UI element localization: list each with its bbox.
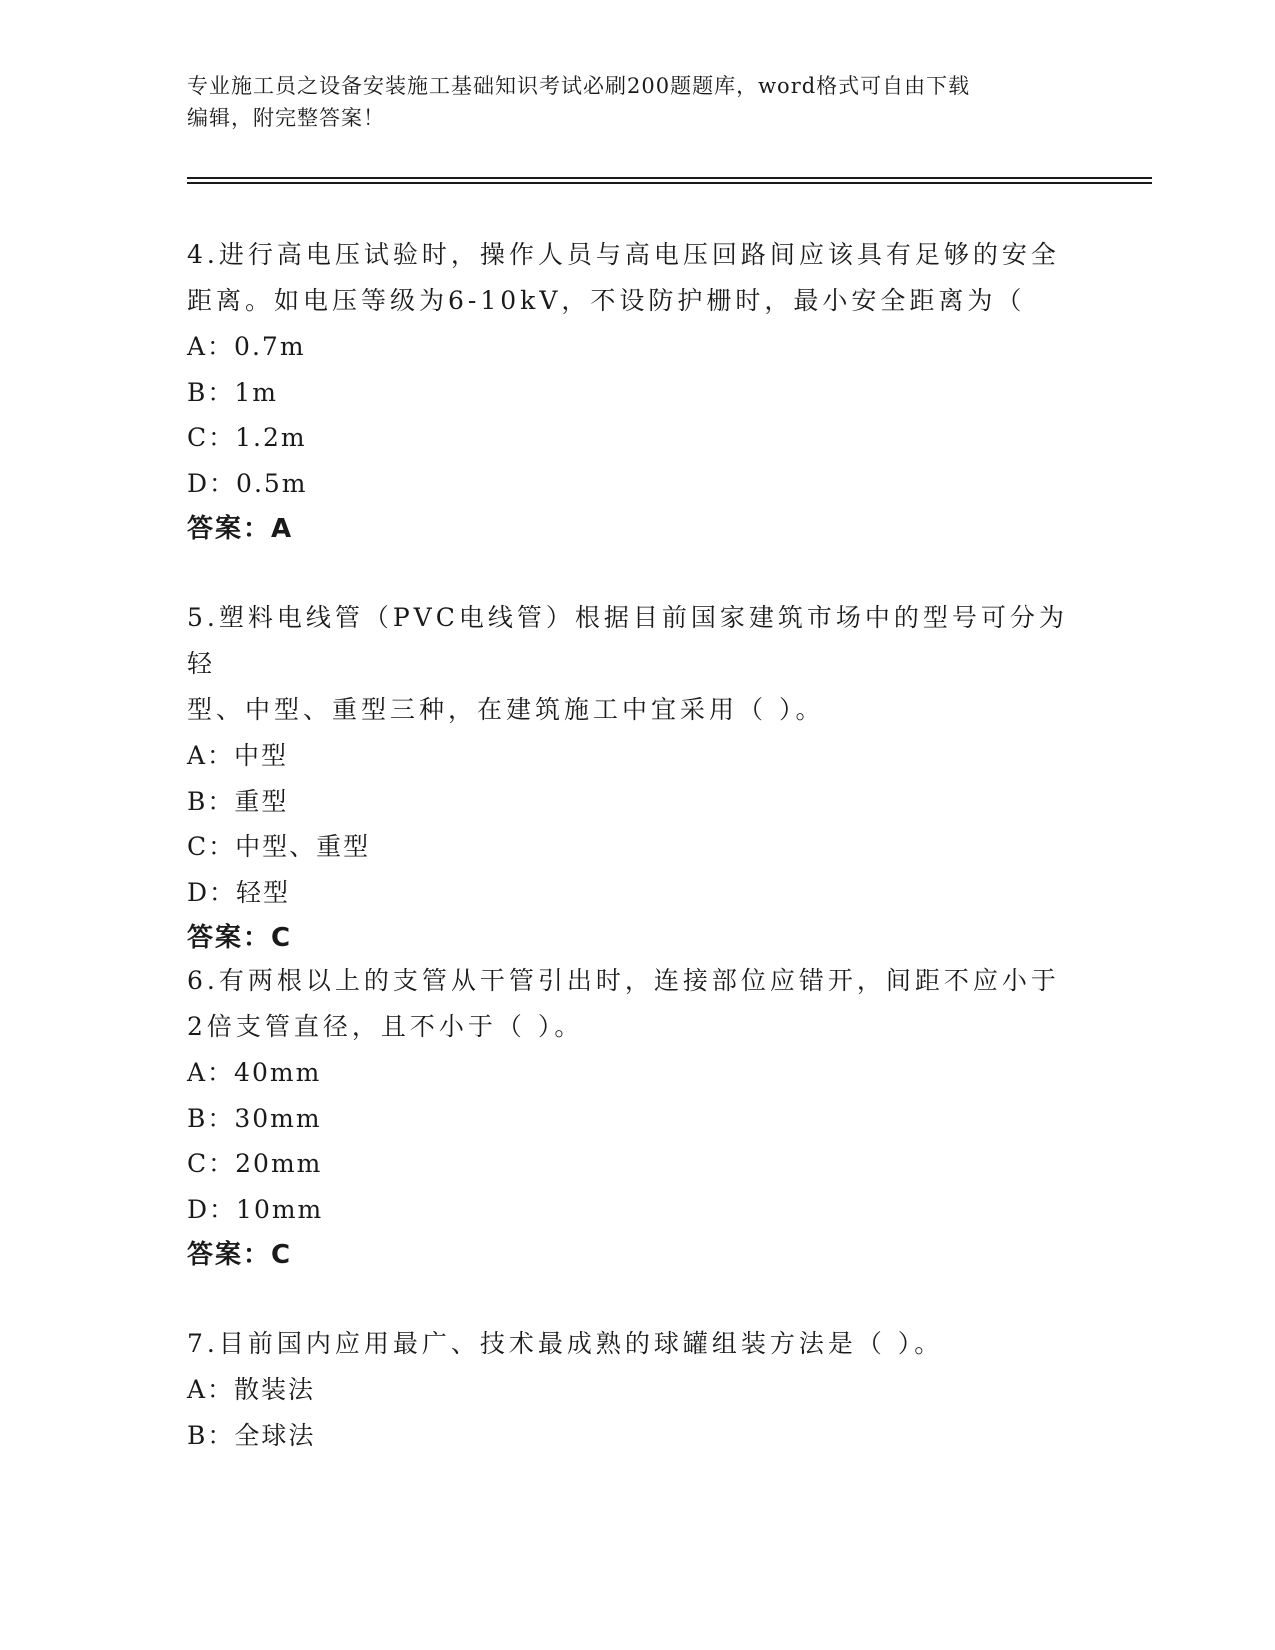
question-text-line: 5.塑料电线管（PVC电线管）根据目前国家建筑市场中的型号可分为轻 xyxy=(187,603,1068,678)
option-b: B：1m xyxy=(187,377,278,407)
option-b: B：30mm xyxy=(187,1103,322,1133)
header-line-1: 专业施工员之设备安装施工基础知识考试必刷200题题库，word格式可自由下载 xyxy=(187,74,971,98)
answer: 答案：C xyxy=(187,923,293,953)
option-d: D：轻型 xyxy=(187,877,291,907)
answer: 答案：A xyxy=(187,514,294,544)
question-6 xyxy=(187,958,1087,1278)
header-divider-top xyxy=(187,177,1152,179)
answer: 答案：C xyxy=(187,1240,293,1270)
option-b: B：重型 xyxy=(187,786,289,816)
option-c: C：1.2m xyxy=(187,423,307,452)
header-line-2: 编辑，附完整答案！ xyxy=(187,106,385,130)
question-7 xyxy=(187,1321,1087,1458)
question-text-line: 4.进行高电压试验时，操作人员与高电压回路间应该具有足够的安全 xyxy=(187,240,1060,269)
option-d: D：0.5m xyxy=(187,468,308,498)
option-c: C：20mm xyxy=(187,1149,323,1178)
option-a: A：散装法 xyxy=(187,1375,316,1404)
option-b: B：全球法 xyxy=(187,1420,316,1450)
question-text-line: 7.目前国内应用最广、技术最成熟的球罐组装方法是（ ）。 xyxy=(187,1329,944,1358)
option-a: A：0.7m xyxy=(187,332,306,361)
option-d: D：10mm xyxy=(187,1194,324,1224)
question-text-line: 型、中型、重型三种，在建筑施工中宜采用（ ）。 xyxy=(187,695,825,724)
question-text-line: 2倍支管直径，且不小于（ ）。 xyxy=(187,1012,584,1041)
question-text-line: 6.有两根以上的支管从干管引出时，连接部位应错开，间距不应小于 xyxy=(187,966,1060,995)
header-divider-bottom xyxy=(187,182,1152,184)
question-4 xyxy=(187,232,1087,552)
option-a: A：40mm xyxy=(187,1058,322,1087)
option-c: C：中型、重型 xyxy=(187,832,371,861)
document-header xyxy=(187,70,1067,134)
question-text-line: 距离。如电压等级为6-10kV，不设防护栅时，最小安全距离为（ xyxy=(187,286,1026,315)
option-a: A：中型 xyxy=(187,741,289,770)
question-5 xyxy=(187,595,1087,961)
